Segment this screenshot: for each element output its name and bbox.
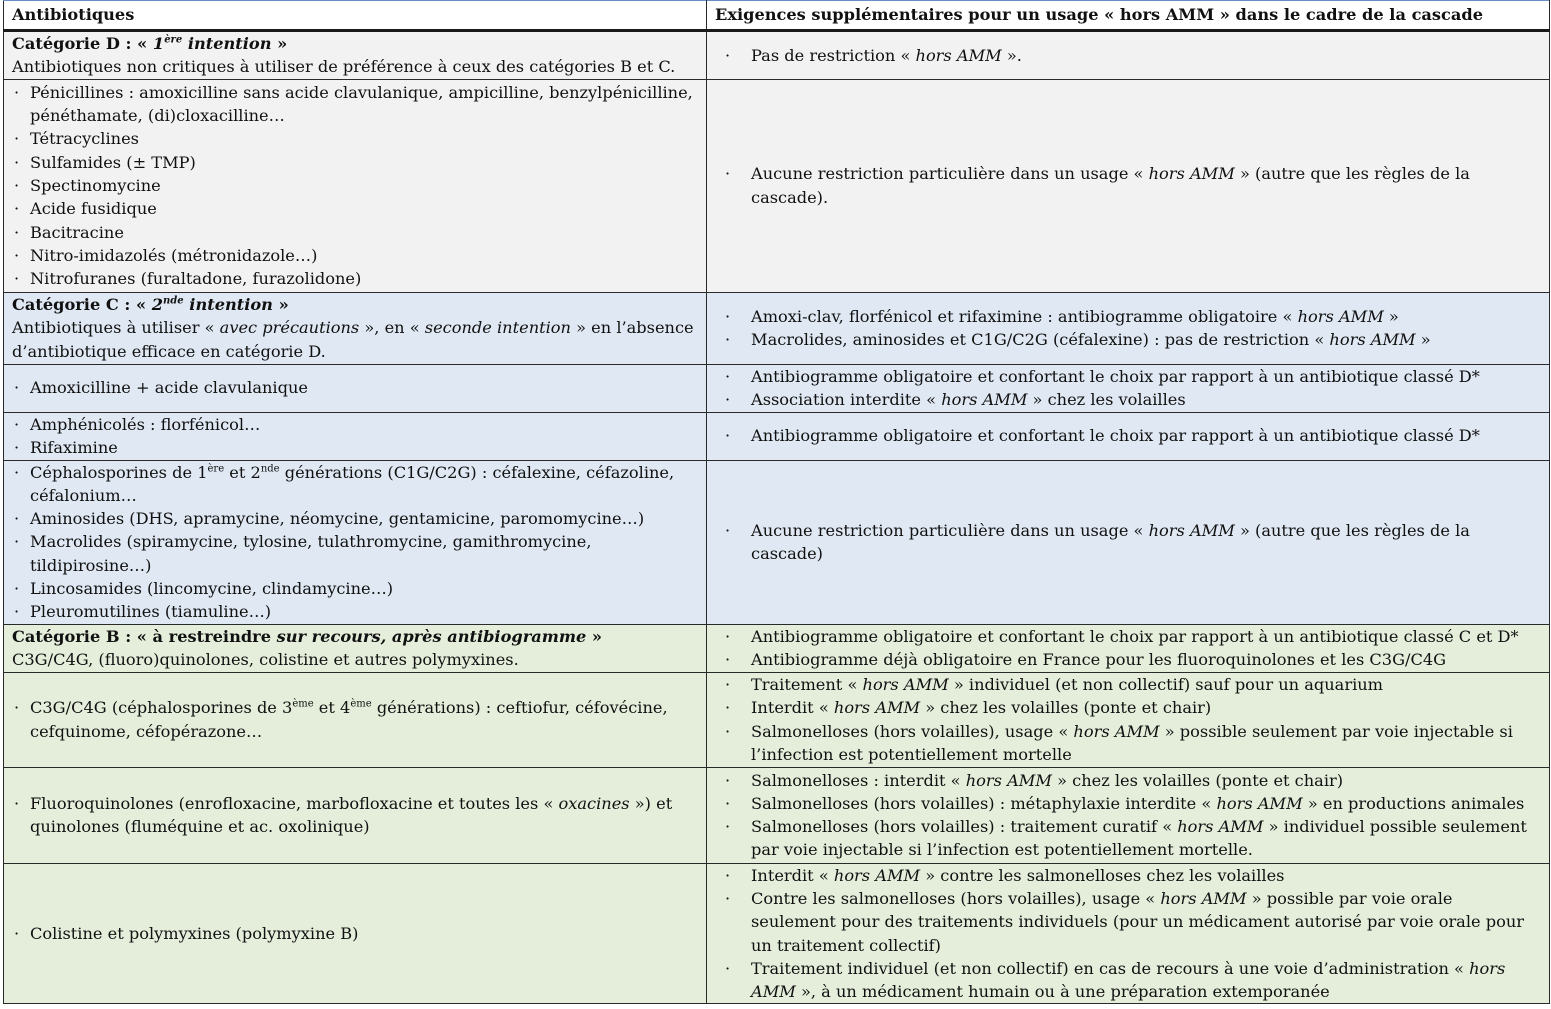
requirements-cell: [707, 79, 1550, 292]
table-header-row: [4, 1, 1550, 31]
category-b-description: C3G/C4G, (fluoro)quinolones, colistine et autres polymyxines.: [12, 650, 519, 670]
category-c-cell: [4, 292, 707, 364]
list-item: · Tétracyclines: [12, 127, 698, 150]
antibiotics-list: [12, 413, 698, 460]
antibiotics-cell: [4, 460, 707, 624]
antibiotics-list: [12, 922, 698, 945]
category-c-antibiotics-row: [4, 460, 1550, 624]
list-item: · Antibiogramme obligatoire et confortant le choix par rapport à un antibiotique classé D*: [715, 365, 1541, 388]
antibiotics-cell: [4, 672, 707, 767]
antibiotics-cell: [4, 767, 707, 863]
antibiotics-table: [3, 0, 1550, 1004]
colistine-row: [4, 863, 1550, 1004]
antibiotics-cell: [4, 412, 707, 460]
list-item: · Traitement « hors AMM » individuel (et non collectif) sauf pour un aquarium: [715, 673, 1541, 696]
list-item: · Lincosamides (lincomycine, clindamycine…): [12, 577, 698, 600]
list-item: · Aminosides (DHS, apramycine, néomycine, gentamicine, paromomycine…): [12, 507, 698, 530]
list-item: · Interdit « hors AMM » contre les salmonelloses chez les volailles: [715, 864, 1541, 887]
list-item: · Association interdite « hors AMM » chez les volailles: [715, 388, 1541, 411]
list-item: · Nitrofuranes (furaltadone, furazolidone): [12, 267, 698, 290]
requirements-list: [715, 673, 1541, 766]
requirements-list: [715, 864, 1541, 1004]
category-c-requirements: [707, 292, 1550, 364]
list-item: · Acide fusidique: [12, 197, 698, 220]
list-item: · Pleuromutilines (tiamuline…): [12, 600, 698, 623]
list-item: · Amoxi-clav, florfénicol et rifaximine : antibiogramme obligatoire « hors AMM »: [715, 305, 1541, 328]
list-item: · Macrolides, aminosides et C1G/C2G (céfalexine) : pas de restriction « hors AMM »: [715, 328, 1541, 351]
requirements-cell: [707, 672, 1550, 767]
list-item: · Salmonelloses (hors volailles) : traitement curatif « hors AMM » individuel possible seulement par voie injectable si l’infection est potentiellement mortelle.: [715, 815, 1541, 862]
requirements-list: [715, 44, 1541, 67]
list-item: · Pas de restriction « hors AMM ».: [715, 44, 1541, 67]
category-d-row: [4, 31, 1550, 80]
category-c-row: [4, 292, 1550, 364]
list-item: · Bacitracine: [12, 221, 698, 244]
list-item: · Salmonelloses (hors volailles) : métaphylaxie interdite « hors AMM » en productions animales: [715, 792, 1541, 815]
requirements-cell: [707, 460, 1550, 624]
requirements-list: [715, 305, 1541, 352]
list-item: · Antibiogramme obligatoire et confortant le choix par rapport à un antibiotique classé D*: [715, 424, 1541, 447]
category-d-antibiotics-row: [4, 79, 1550, 292]
list-item: · Traitement individuel (et non collectif) en cas de recours à une voie d’administration « hors AMM », à un médicament humain ou à une préparation extemporanée: [715, 957, 1541, 1004]
requirements-list: [715, 625, 1541, 672]
antibiotics-list: [12, 376, 698, 399]
antibiotics-cell: [4, 364, 707, 412]
category-d-description: Antibiotiques non critiques à utiliser de préférence à ceux des catégories B et C.: [12, 57, 676, 77]
requirements-cell: [707, 863, 1550, 1004]
requirements-list: [715, 769, 1541, 862]
category-d-requirements: [707, 31, 1550, 80]
list-item: · Macrolides (spiramycine, tylosine, tulathromycine, gamithromycine, tildipirosine…): [12, 530, 698, 577]
list-item: · Spectinomycine: [12, 174, 698, 197]
header-antibiotiques: Antibiotiques: [4, 1, 707, 31]
list-item: · Nitro-imidazolés (métronidazole…): [12, 244, 698, 267]
list-item: · Fluoroquinolones (enrofloxacine, marbofloxacine et toutes les « oxacines ») et quinolones (fluméquine et ac. oxolinique): [12, 792, 698, 839]
category-b-title: Catégorie B : « à restreindre sur recours, après antibiogramme »: [12, 626, 603, 646]
requirements-cell: [707, 364, 1550, 412]
antibiotics-list: [12, 461, 698, 624]
antibiotics-list: [12, 792, 698, 839]
list-item: · Salmonelloses (hors volailles), usage « hors AMM » possible seulement par voie injectable si l’infection est potentiellement mortelle: [715, 720, 1541, 767]
category-b-row: [4, 624, 1550, 672]
c3g-c4g-row: [4, 672, 1550, 767]
list-item: · Aucune restriction particulière dans un usage « hors AMM » (autre que les règles de la cascade).: [715, 162, 1541, 209]
category-c-description: Antibiotiques à utiliser « avec précautions », en « seconde intention » en l’absence d’antibiotique efficace en catégorie D.: [12, 318, 694, 361]
category-c-title: Catégorie C : « 2nde intention »: [12, 295, 289, 315]
requirements-list: [715, 365, 1541, 412]
list-item: · Aucune restriction particulière dans un usage « hors AMM » (autre que les règles de la cascade): [715, 519, 1541, 566]
requirements-list: [715, 519, 1541, 566]
antibiotics-cell: [4, 863, 707, 1004]
list-item: · Sulfamides (± TMP): [12, 151, 698, 174]
amphenicoles-row: [4, 412, 1550, 460]
list-item: · Colistine et polymyxines (polymyxine B): [12, 922, 698, 945]
list-item: · Amphénicolés : florfénicol…: [12, 413, 698, 436]
requirements-list: [715, 424, 1541, 447]
list-item: · Contre les salmonelloses (hors volailles), usage « hors AMM » possible par voie orale seulement pour des traitements individuels (pour un médicament autorisé par voie orale pour un traitement collectif): [715, 887, 1541, 957]
list-item: · Amoxicilline + acide clavulanique: [12, 376, 698, 399]
requirements-list: [715, 162, 1541, 209]
requirements-cell: [707, 412, 1550, 460]
fluoroquinolones-row: [4, 767, 1550, 863]
category-b-requirements: [707, 624, 1550, 672]
amoxicilline-row: [4, 364, 1550, 412]
list-item: · Céphalosporines de 1ère et 2nde générations (C1G/C2G) : céfalexine, céfazoline, céfalonium…: [12, 461, 698, 508]
header-exigences: Exigences supplémentaires pour un usage « hors AMM » dans le cadre de la cascade: [707, 1, 1550, 31]
antibiotics-list: [12, 696, 698, 743]
list-item: · Antibiogramme déjà obligatoire en France pour les fluoroquinolones et les C3G/C4G: [715, 648, 1541, 671]
list-item: · Rifaximine: [12, 436, 698, 459]
list-item: · Salmonelloses : interdit « hors AMM » chez les volailles (ponte et chair): [715, 769, 1541, 792]
antibiotics-cell: [4, 79, 707, 292]
list-item: · Pénicillines : amoxicilline sans acide clavulanique, ampicilline, benzylpénicilline, pénéthamate, (di)cloxacilline…: [12, 81, 698, 128]
antibiotics-list: [12, 81, 698, 291]
category-b-cell: [4, 624, 707, 672]
list-item: · Antibiogramme obligatoire et confortant le choix par rapport à un antibiotique classé C et D*: [715, 625, 1541, 648]
list-item: · Interdit « hors AMM » chez les volailles (ponte et chair): [715, 696, 1541, 719]
category-d-title: Catégorie D : « 1ère intention »: [12, 34, 288, 53]
requirements-cell: [707, 767, 1550, 863]
list-item: · C3G/C4G (céphalosporines de 3ème et 4ème générations) : ceftiofur, céfovécine, cefquinome, céfopérazone…: [12, 696, 698, 743]
category-d-cell: [4, 31, 707, 80]
